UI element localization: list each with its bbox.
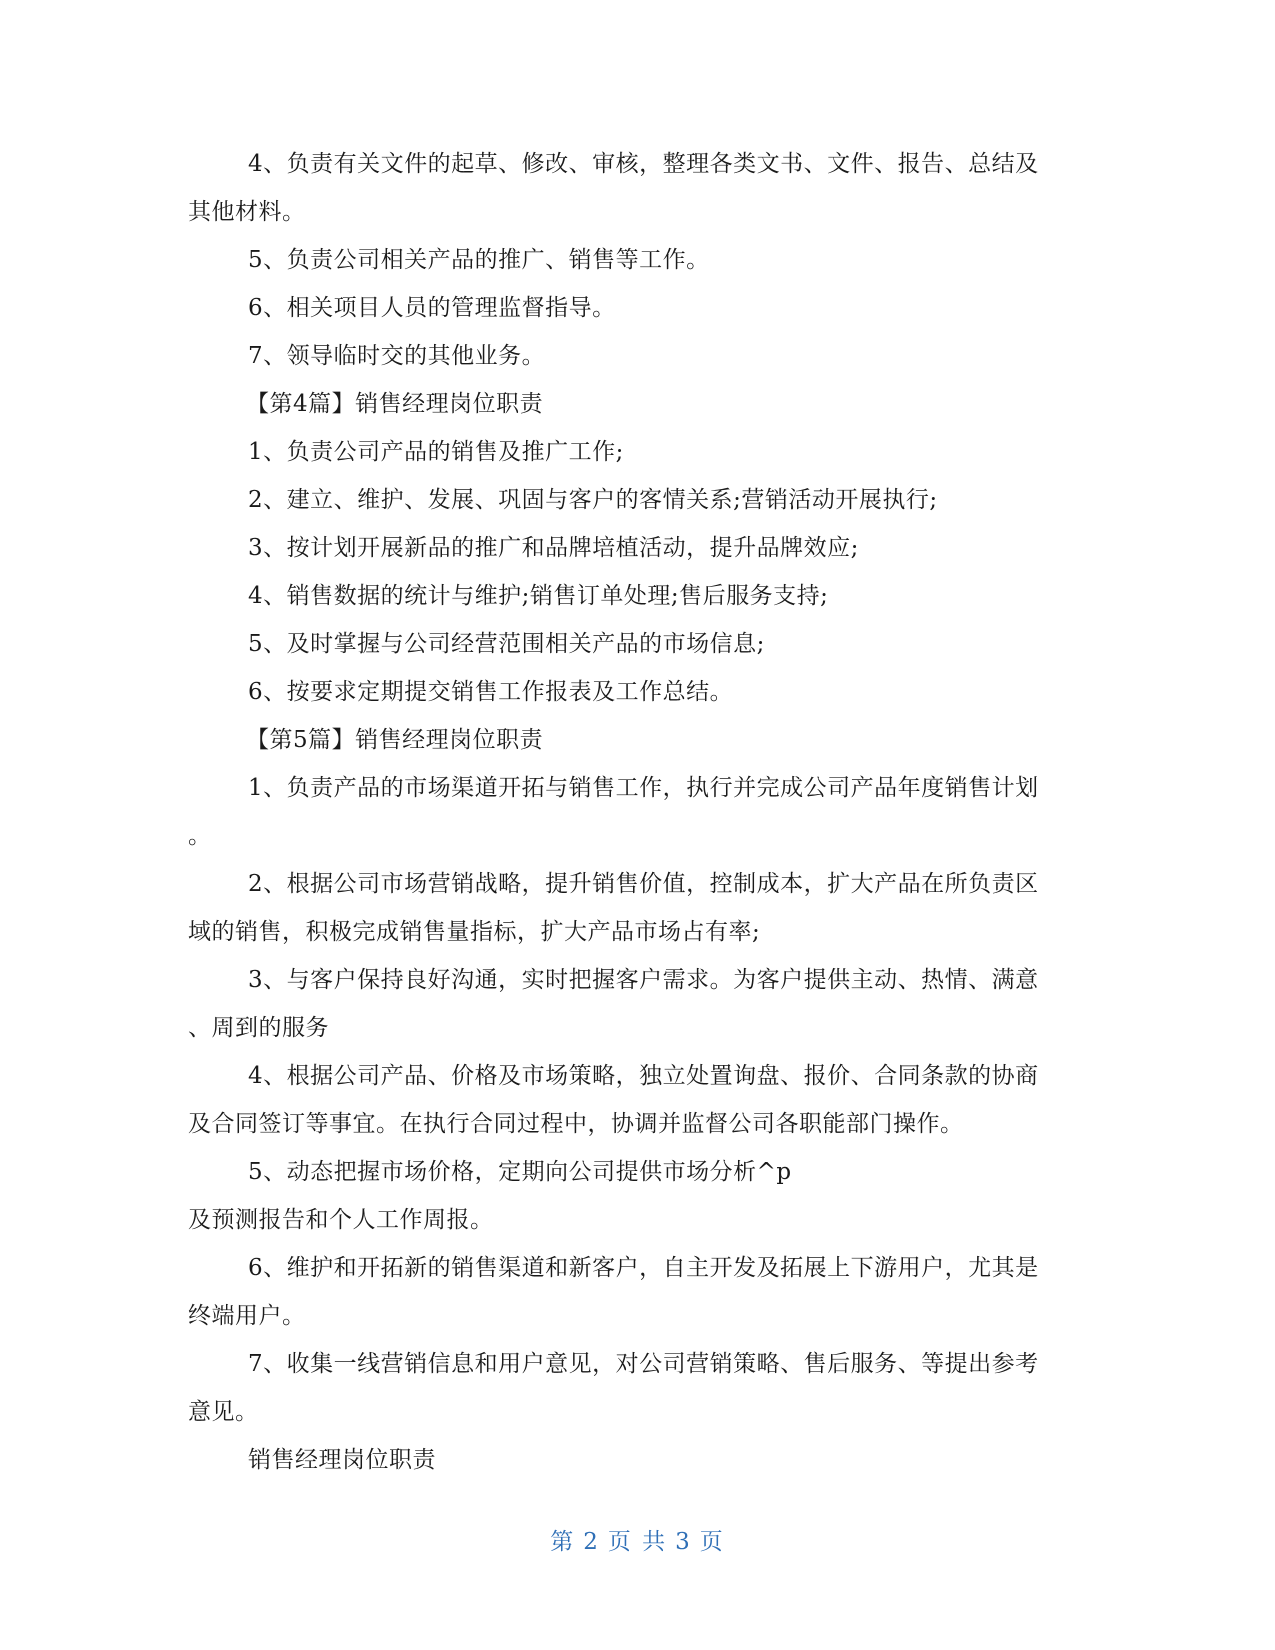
footer-prefix: 第 [550, 1529, 576, 1555]
paragraph-line: 5、负责公司相关产品的推广、销售等工作。 [248, 247, 710, 273]
footer-current-page: 2 [583, 1529, 600, 1555]
paragraph-line: 7、领导临时交的其他业务。 [248, 343, 546, 369]
paragraph-line: 5、及时掌握与公司经营范围相关产品的市场信息; [248, 631, 765, 657]
paragraph-line: 1、负责公司产品的销售及推广工作; [248, 439, 624, 465]
footer-total-pages: 3 [675, 1529, 692, 1555]
paragraph-line: 及预测报告和个人工作周报。 [188, 1207, 494, 1233]
paragraph-line: 6、按要求定期提交销售工作报表及工作总结。 [248, 679, 734, 705]
paragraph-line: 7、收集一线营销信息和用户意见，对公司营销策略、售后服务、等提出参考 [248, 1351, 1039, 1377]
paragraph-line: 。 [188, 823, 212, 849]
paragraph-line: 6、相关项目人员的管理监督指导。 [248, 295, 616, 321]
paragraph-line: 1、负责产品的市场渠道开拓与销售工作，执行并完成公司产品年度销售计划 [248, 775, 1039, 801]
footer-middle: 页 共 [607, 1529, 668, 1555]
footer-suffix: 页 [699, 1529, 725, 1555]
paragraph-line: 2、根据公司市场营销战略，提升销售价值，控制成本，扩大产品在所负责区 [248, 871, 1039, 897]
closing-title: 销售经理岗位职责 [248, 1447, 436, 1473]
page-footer [0, 1523, 1275, 1556]
paragraph-line: 6、维护和开拓新的销售渠道和新客户，自主开发及拓展上下游用户，尤其是 [248, 1255, 1039, 1281]
paragraph-line: 域的销售，积极完成销售量指标，扩大产品市场占有率; [188, 919, 761, 945]
paragraph-line: 3、与客户保持良好沟通，实时把握客户需求。为客户提供主动、热情、满意 [248, 967, 1039, 993]
paragraph-line: 意见。 [188, 1399, 259, 1425]
section-heading: 【第4篇】销售经理岗位职责 [246, 391, 544, 417]
paragraph-line: 及合同签订等事宜。在执行合同过程中，协调并监督公司各职能部门操作。 [188, 1111, 964, 1137]
paragraph-line: 、周到的服务 [188, 1015, 329, 1041]
paragraph-line: 2、建立、维护、发展、巩固与客户的客情关系;营销活动开展执行; [248, 487, 938, 513]
document-body [188, 140, 1088, 1484]
paragraph-line: 3、按计划开展新品的推广和品牌培植活动，提升品牌效应; [248, 535, 859, 561]
section-heading: 【第5篇】销售经理岗位职责 [246, 727, 544, 753]
paragraph-line: 4、销售数据的统计与维护;销售订单处理;售后服务支持; [248, 583, 829, 609]
paragraph-line: 4、负责有关文件的起草、修改、审核，整理各类文书、文件、报告、总结及 [248, 151, 1039, 177]
paragraph-line: 其他材料。 [188, 199, 306, 225]
paragraph-line: 终端用户。 [188, 1303, 306, 1329]
paragraph-line: 5、动态把握市场价格，定期向公司提供市场分析^p [248, 1159, 792, 1185]
paragraph-line: 4、根据公司产品、价格及市场策略，独立处置询盘、报价、合同条款的协商 [248, 1063, 1039, 1089]
